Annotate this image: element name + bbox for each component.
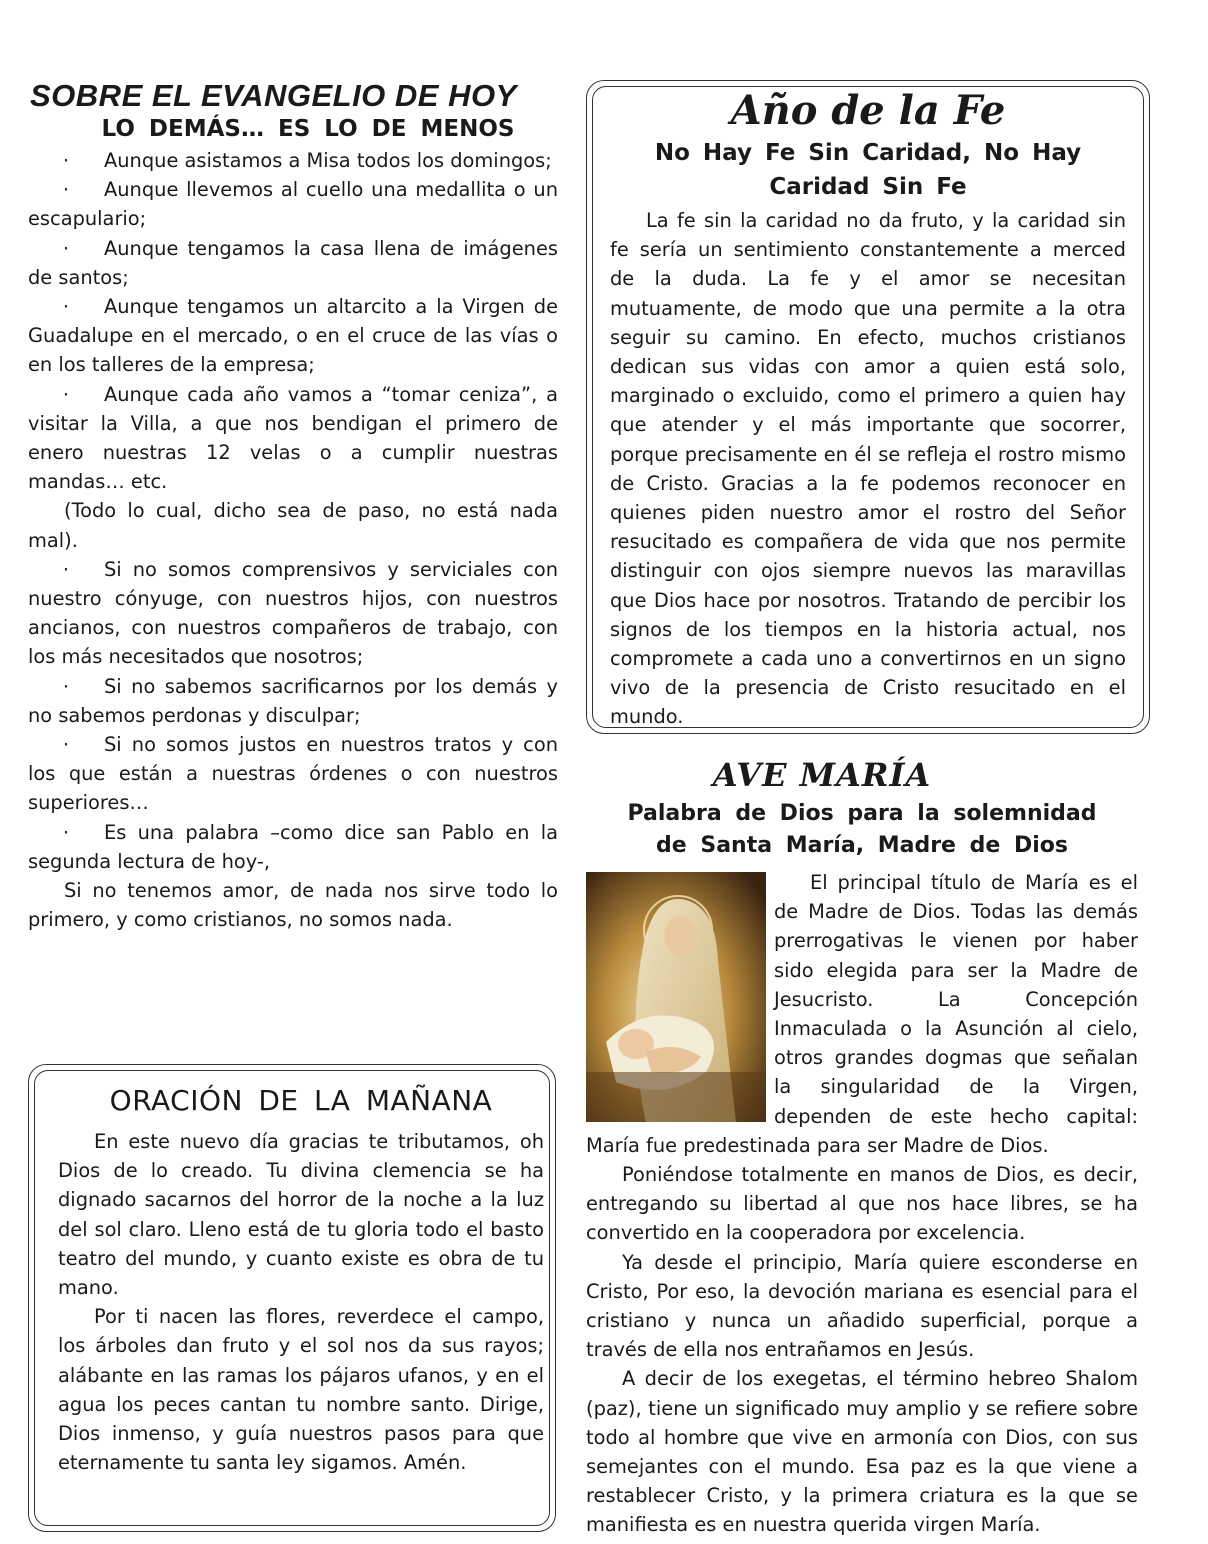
bullet-icon: ·: [62, 674, 70, 698]
evangelio-subtitle: LO DEMÁS… ES LO DE MENOS: [101, 116, 515, 142]
bullet-icon: ·: [62, 149, 70, 172]
ave-maria-title: AVE MARÍA: [712, 756, 932, 794]
ave-maria-paragraph: El principal título de María es el de Madre de Dios. Todas las demás prerrogativas le vienen por haber sido elegida para ser la Madre de Jesucristo. La Concepción Inmaculada o la Asunción al cielo, otros grandes dogmas que señalan la singularidad de la Virgen, dependen de este hecho capital: María fue predestinada para ser Madre de Dios.: [586, 871, 1138, 1157]
ano-fe-body: La fe sin la caridad no da fruto, y la caridad sin fe sería un sentimiento constantemente a merced de la duda. La fe y el amor se necesitan mutuamente, de modo que una permite a la otra seguir su camino. En efecto, muchos cristianos dedican sus vidas con amor a quien está solo, marginado o excluido, como el primero a quien hay que atender y el más importante que socorrer, porque precisamente en él se refleja el rostro mismo de Cristo. Gracias a la fe podemos reconocer en quienes piden nuestro amor el rostro del Señor resucitado es compañera de vida que nos permite distinguir con ojos siempre nuevos las maravillas que Dios hace por nosotros. Tratando de percibir los signos de los tiempos en la historia actual, nos compromete a cada uno a convertirnos en un signo vivo de la presencia de Cristo resucitado en el mundo.: [610, 209, 1126, 729]
oracion-paragraph: Por ti nacen las flores, reverdece el campo, los árboles dan fruto y el sol nos da sus rayos; alábante en las ramas los pájaros ufanos, y en el agua los peces cantan tu nombre santo. Dirige, Dios inmenso, y guía nuestros pasos para que eternamente tu santa ley sigamos. Amén.: [58, 1305, 544, 1475]
list-item: · Es una palabra –como dice san Pablo en la segunda lectura de hoy-,: [28, 818, 558, 876]
ano-fe-section: [610, 86, 1126, 732]
evangelio-closing: Si no tenemos amor, de nada nos sirve todo lo primero, y como cristianos, no somos nada.: [28, 879, 558, 932]
ave-maria-subtitle: Palabra de Dios para la solemnidad de Santa María, Madre de Dios: [627, 801, 1097, 858]
bullet-icon: ·: [62, 820, 70, 844]
virgin-mary-painting: [586, 872, 766, 1122]
bullet-icon: ·: [62, 295, 70, 319]
list-item: · Si no somos comprensivos y serviciales con nuestro cónyuge, con nuestros hijos, con nuestros ancianos, con nuestros compañeros de trabajo, con los más necesitados que nosotros;: [28, 555, 558, 672]
bullet-icon: ·: [62, 178, 70, 202]
list-item: · Aunque llevemos al cuello una medallita o un escapulario;: [28, 175, 558, 233]
ano-fe-title: Año de la Fe: [730, 87, 1006, 134]
evangelio-title: SOBRE EL EVANGELIO DE HOY: [30, 78, 517, 113]
oracion-paragraph: En este nuevo día gracias te tributamos, oh Dios de lo creado. Tu divina clemencia se ha dignado sacarnos del horror de la noche a la luz del sol claro. Lleno está de tu gloria todo el basto teatro del mundo, y cuanto existe es obra de tu mano.: [58, 1130, 544, 1300]
bullet-icon: ·: [62, 382, 70, 406]
evangelio-section: [28, 72, 558, 934]
list-item: · Aunque asistamos a Misa todos los domingos;: [28, 146, 558, 175]
list-item: · Aunque cada año vamos a “tomar ceniza”, a visitar la Villa, a que nos bendigan el primero de enero nuestras 12 velas o a cumplir nuestras mandas… etc.: [28, 380, 558, 497]
oracion-section: [58, 1084, 544, 1477]
bullet-icon: ·: [62, 236, 70, 260]
list-item: · Aunque tengamos la casa llena de imágenes de santos;: [28, 234, 558, 292]
ano-fe-subtitle: No Hay Fe Sin Caridad, No Hay Caridad Sin Fe: [654, 140, 1082, 200]
list-item: · Si no somos justos en nuestros tratos y con los que están a nuestras órdenes o con nuestros superiores…: [28, 730, 558, 818]
ave-maria-section: [586, 756, 1138, 1540]
ave-maria-paragraph: Ya desde el principio, María quiere esconderse en Cristo, Por eso, la devoción mariana es esencial para el cristiano y nunca un añadido superficial, porque a través de ella nos entrañamos en Jesús.: [586, 1250, 1138, 1362]
bullet-icon: ·: [62, 557, 70, 581]
oracion-title: ORACIÓN DE LA MAÑANA: [109, 1084, 493, 1117]
bullet-icon: ·: [62, 733, 70, 757]
list-item: · Aunque tengamos un altarcito a la Virgen de Guadalupe en el mercado, o en el cruce de las vías o en los talleres de la empresa;: [28, 292, 558, 380]
ave-maria-paragraph: A decir de los exegetas, el término hebreo Shalom (paz), tiene un significado muy amplio y se refiere sobre todo al hombre que vive en armonía con Dios, con sus semejantes con el mundo. Esa paz es la que viene a restablecer Cristo, y la primera criatura es la que se manifiesta es en nuestra querida virgen María.: [586, 1367, 1138, 1537]
list-item: · Si no sabemos sacrificarnos por los demás y no sabemos perdonas y disculpar;: [28, 672, 558, 730]
evangelio-note: (Todo lo cual, dicho sea de paso, no está nada mal).: [28, 499, 558, 552]
ave-maria-paragraph: Poniéndose totalmente en manos de Dios, es decir, entregando su libertad al que nos hace libres, se ha convertido en la cooperadora por excelencia.: [586, 1163, 1138, 1245]
evangelio-body: [28, 146, 558, 934]
